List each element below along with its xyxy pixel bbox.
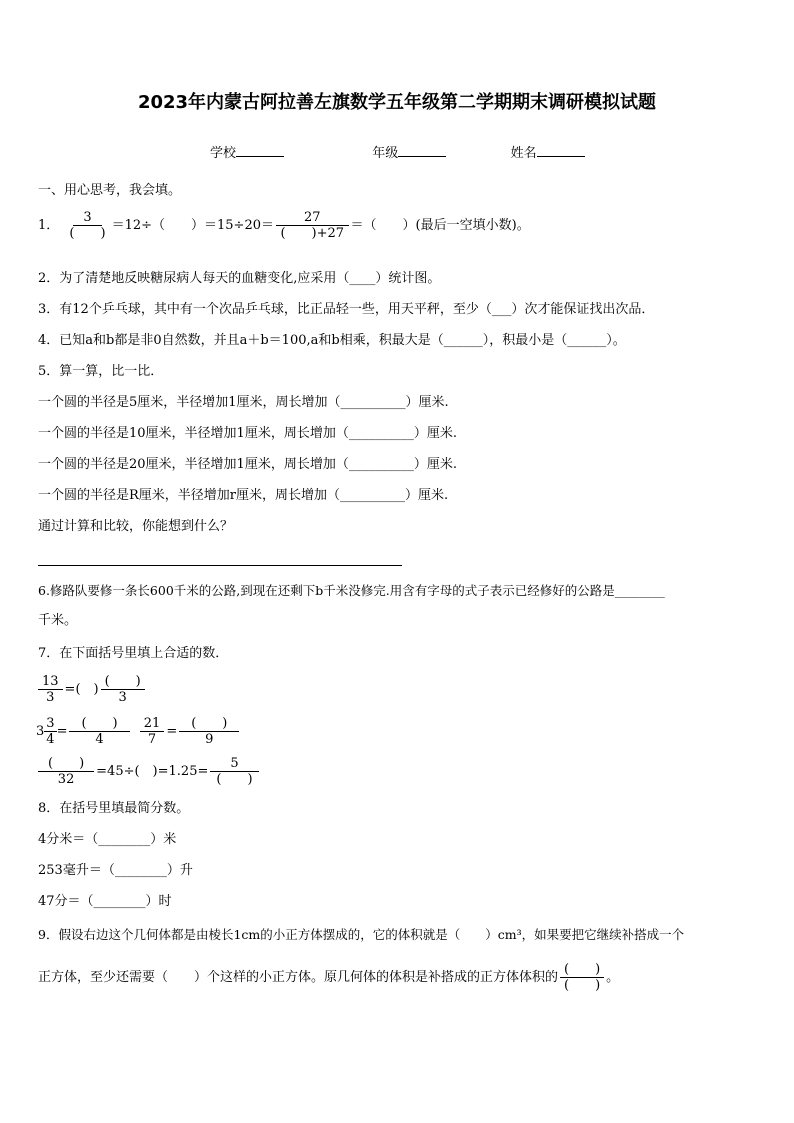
question-6-cont: 千米。 bbox=[38, 613, 78, 628]
fraction: $\frac{( )}{( )}$ bbox=[560, 962, 604, 993]
question-4: 4．已知a和b都是非0自然数，并且a＋b＝100,a和b相乘，积最大是（______），积最小是（______）。 bbox=[38, 333, 626, 348]
fraction: $\frac{21}{7}$ bbox=[140, 716, 165, 747]
question-5-line: 一个圆的半径是R厘米，半径增加r厘米，周长增加（__________）厘米. bbox=[38, 488, 449, 503]
page-title: 2023年内蒙古阿拉善左旗数学五年级第二学期期末调研模拟试题 bbox=[137, 92, 657, 113]
question-5-heading: 5．算一算，比一比． bbox=[38, 364, 164, 379]
question-7-row: $\frac{13}{3}$ =( ) $\frac{( )}{3}$ bbox=[36, 674, 147, 705]
fraction: $\frac{13}{3}$ bbox=[38, 674, 63, 705]
question-8-line: 4分米＝（________）米 bbox=[38, 832, 177, 847]
school-label: 学校 bbox=[210, 146, 237, 161]
header-fields bbox=[210, 142, 585, 163]
question-7-heading: 7．在下面括号里填上合适的数． bbox=[38, 646, 229, 661]
answer-line[interactable] bbox=[38, 565, 402, 566]
grade-field[interactable] bbox=[398, 142, 446, 157]
question-2: 2．为了清楚地反映糖尿病人每天的血糖变化,应采用（____）统计图。 bbox=[38, 271, 441, 286]
grade-label: 年级 bbox=[372, 146, 399, 161]
question-9-cont: 正方体，至少还需要（ ）个这样的小正方体。原几何体的体积是补搭成的正方体体积的 $\frac{( )}{( )}$ 。 bbox=[38, 962, 620, 993]
fraction: $\frac{( )}{4}$ bbox=[69, 716, 129, 747]
question-6: 6.修路队要修一条长600千米的公路,到现在还剩下b千米没修完.用含有字母的式子表示已经修好的公路是________ bbox=[38, 583, 665, 598]
fraction: $\frac{5}{( )}$ bbox=[210, 756, 258, 787]
fraction: $\frac{( )}{32}$ bbox=[38, 756, 94, 787]
fraction: $\frac{( )}{3}$ bbox=[101, 674, 145, 705]
question-7-row: $\frac{( )}{32}$ =45÷( )=1.25= $\frac{5}{( )}$ bbox=[36, 756, 261, 787]
question-1: 1． $\frac{3}{( )}$ ＝12÷（ ）＝15÷20＝ $\frac{27}{( )+27}$ ＝（ ）(最后一空填小数)。 bbox=[38, 210, 530, 241]
name-field[interactable] bbox=[537, 142, 585, 157]
fraction: $\frac{( )}{9}$ bbox=[179, 716, 239, 747]
question-9: 9．假设右边这个几何体都是由棱长1cm的小正方体摆成的，它的体积就是（ ）cm³，如果要把它继续补搭成一个 bbox=[38, 927, 685, 942]
school-field[interactable] bbox=[236, 142, 284, 157]
name-label: 姓名 bbox=[510, 146, 537, 161]
question-7-row: 3 $\frac{3}{4}$ = $\frac{( )}{4}$ $\frac{21}{7}$ = $\frac{( )}{9}$ bbox=[36, 716, 241, 747]
question-5-line: 一个圆的半径是10厘米，半径增加1厘米，周长增加（__________）厘米. bbox=[38, 426, 457, 441]
fraction: $\frac{27}{( )+27}$ bbox=[276, 210, 349, 241]
question-3: 3．有12个乒乓球，其中有一个次品乒乓球，比正品轻一些，用天平秤，至少（___）次才能保证找出次品． bbox=[38, 302, 655, 317]
fraction: $\frac{3}{4}$ bbox=[46, 716, 55, 747]
fraction: $\frac{3}{( )}$ bbox=[69, 210, 106, 241]
question-5-line: 一个圆的半径是20厘米，半径增加1厘米，周长增加（__________）厘米. bbox=[38, 457, 457, 472]
question-8-line: 253毫升＝（________）升 bbox=[38, 863, 193, 878]
section-heading: 一、用心思考，我会填。 bbox=[38, 183, 182, 198]
question-5-prompt: 通过计算和比较，你能想到什么？ bbox=[38, 519, 234, 534]
question-5-line: 一个圆的半径是5厘米，半径增加1厘米，周长增加（__________）厘米. bbox=[38, 395, 449, 410]
question-8-heading: 8．在括号里填最简分数。 bbox=[38, 801, 190, 816]
question-8-line: 47分＝（________）时 bbox=[38, 894, 172, 909]
